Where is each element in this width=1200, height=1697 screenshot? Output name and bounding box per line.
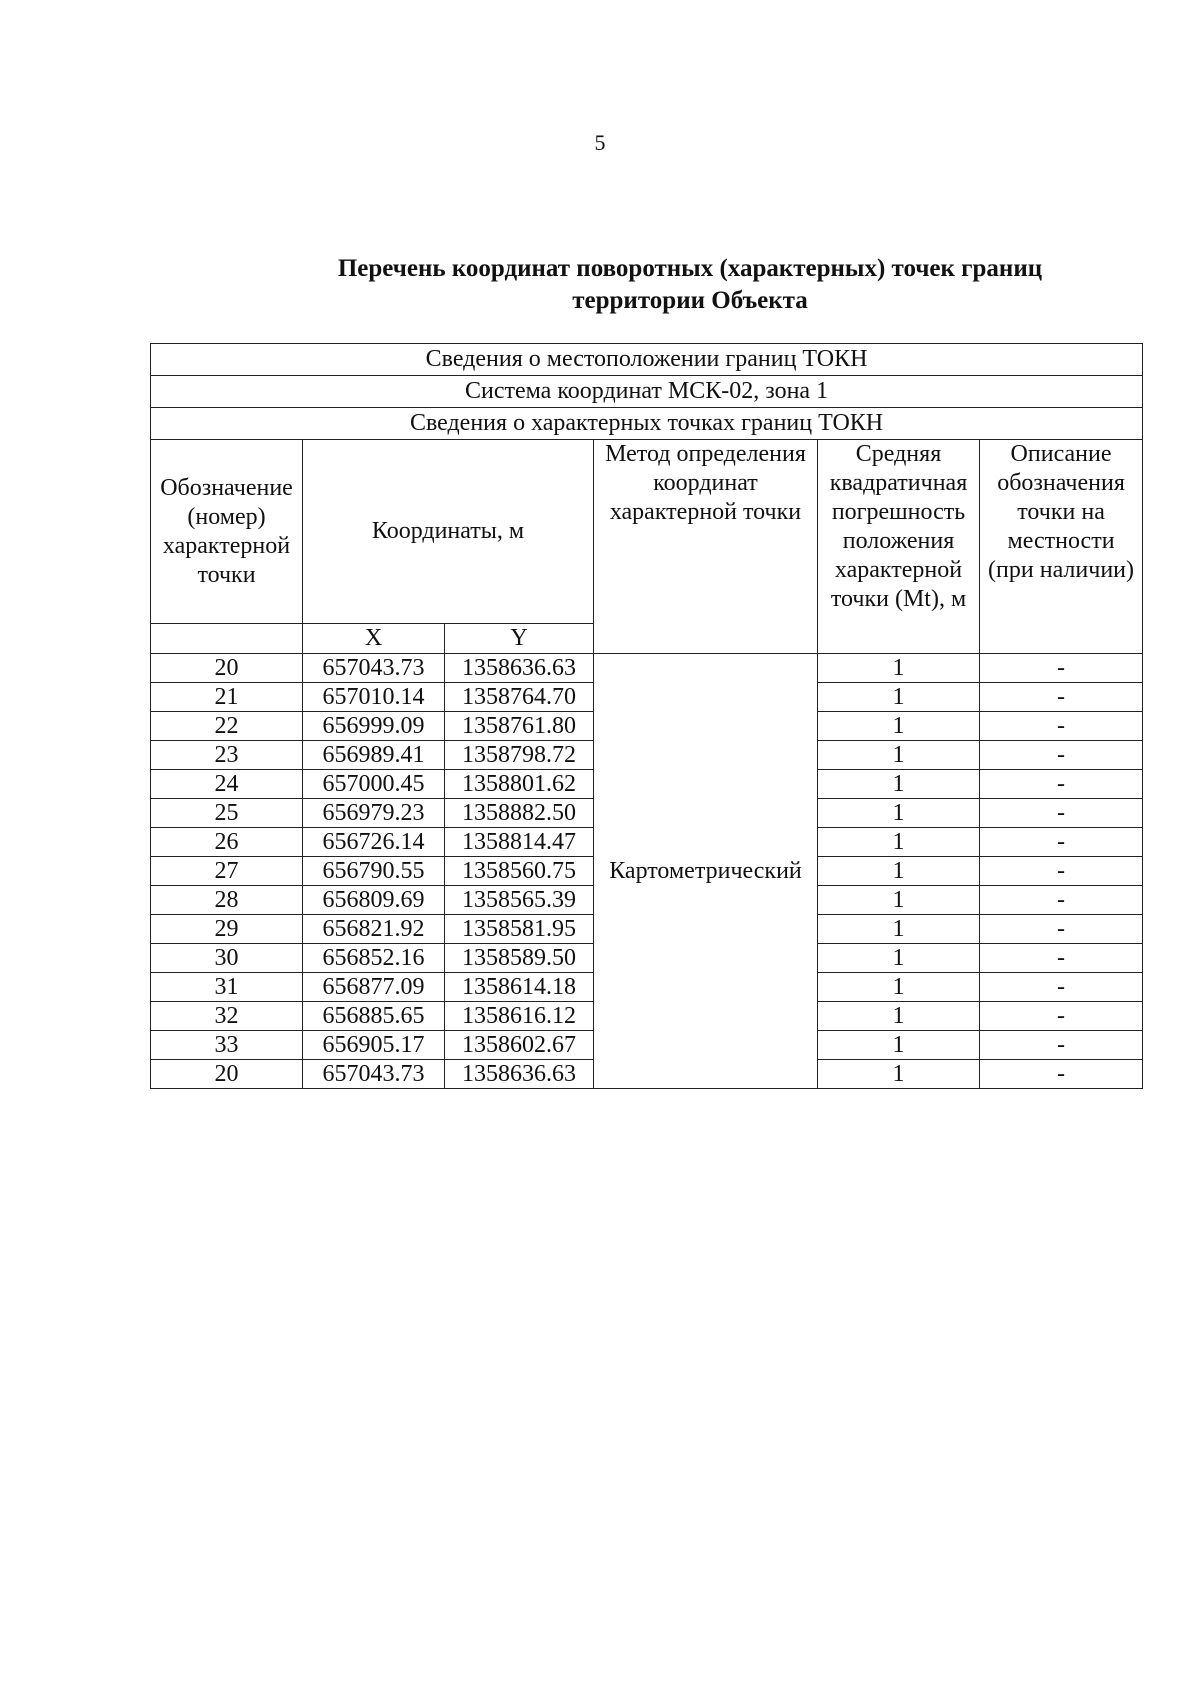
cell-y: 1358560.75 [445,857,594,886]
cell-point: 33 [151,1031,303,1060]
cell-y: 1358764.70 [445,683,594,712]
header-x: X [303,624,445,654]
cell-description: - [980,770,1143,799]
cell-error: 1 [818,973,980,1002]
cell-x: 656989.41 [303,741,445,770]
cell-point: 30 [151,944,303,973]
header-error: Средняя квадратичная погрешность положения характерной точки (Mt), м [818,440,980,654]
cell-error: 1 [818,1002,980,1031]
header-point-blank [151,624,303,654]
cell-y: 1358761.80 [445,712,594,741]
cell-x: 657043.73 [303,654,445,683]
table-band-coordinate-system: Система координат МСК-02, зона 1 [151,376,1143,408]
cell-error: 1 [818,857,980,886]
document-title-line-2: территории Объекта [572,287,808,314]
cell-error: 1 [818,1060,980,1089]
cell-error: 1 [818,683,980,712]
header-description: Описание обозначения точки на местности (при наличии) [980,440,1143,654]
cell-point: 20 [151,654,303,683]
cell-point: 21 [151,683,303,712]
cell-description: - [980,857,1143,886]
cell-y: 1358614.18 [445,973,594,1002]
cell-y: 1358616.12 [445,1002,594,1031]
cell-point: 26 [151,828,303,857]
header-coordinates: Координаты, м [303,440,594,624]
cell-description: - [980,1031,1143,1060]
cell-y: 1358589.50 [445,944,594,973]
cell-y: 1358565.39 [445,886,594,915]
cell-description: - [980,944,1143,973]
cell-description: - [980,973,1143,1002]
cell-description: - [980,741,1143,770]
cell-y: 1358636.63 [445,654,594,683]
document-title [240,253,1140,317]
cell-point: 20 [151,1060,303,1089]
cell-point: 32 [151,1002,303,1031]
cell-description: - [980,712,1143,741]
cell-point: 28 [151,886,303,915]
cell-y: 1358814.47 [445,828,594,857]
cell-x: 656790.55 [303,857,445,886]
cell-x: 656877.09 [303,973,445,1002]
cell-error: 1 [818,712,980,741]
cell-point: 24 [151,770,303,799]
header-method: Метод определения координат характерной точки [594,440,818,654]
cell-description: - [980,828,1143,857]
cell-x: 657043.73 [303,1060,445,1089]
cell-description: - [980,1002,1143,1031]
cell-error: 1 [818,886,980,915]
cell-x: 656821.92 [303,915,445,944]
cell-error: 1 [818,828,980,857]
table-row [151,654,1143,683]
cell-error: 1 [818,654,980,683]
cell-x: 656999.09 [303,712,445,741]
cell-x: 656885.65 [303,1002,445,1031]
cell-y: 1358636.63 [445,1060,594,1089]
cell-y: 1358801.62 [445,770,594,799]
cell-point: 31 [151,973,303,1002]
cell-error: 1 [818,799,980,828]
cell-y: 1358581.95 [445,915,594,944]
cell-description: - [980,886,1143,915]
cell-point: 25 [151,799,303,828]
cell-y: 1358882.50 [445,799,594,828]
cell-y: 1358798.72 [445,741,594,770]
cell-description: - [980,799,1143,828]
cell-description: - [980,1060,1143,1089]
cell-error: 1 [818,1031,980,1060]
cell-error: 1 [818,741,980,770]
cell-point: 27 [151,857,303,886]
header-point: Обозначение (номер) характерной точки [151,440,303,624]
table-band-points: Сведения о характерных точках границ ТОКН [151,408,1143,440]
cell-error: 1 [818,770,980,799]
table-band-location: Сведения о местоположении границ ТОКН [151,344,1143,376]
cell-x: 657010.14 [303,683,445,712]
cell-x: 657000.45 [303,770,445,799]
cell-x: 656809.69 [303,886,445,915]
cell-description: - [980,654,1143,683]
cell-point: 23 [151,741,303,770]
header-y: Y [445,624,594,654]
cell-x: 656852.16 [303,944,445,973]
cell-y: 1358602.67 [445,1031,594,1060]
page-number: 5 [594,130,606,155]
cell-point: 29 [151,915,303,944]
cell-method: Картометрический [594,654,818,1089]
cell-x: 656979.23 [303,799,445,828]
cell-description: - [980,915,1143,944]
cell-point: 22 [151,712,303,741]
cell-description: - [980,683,1143,712]
cell-x: 656726.14 [303,828,445,857]
document-title-line-1: Перечень координат поворотных (характерных) точек границ [337,255,1043,282]
cell-error: 1 [818,944,980,973]
cell-error: 1 [818,915,980,944]
cell-x: 656905.17 [303,1031,445,1060]
coordinates-table [150,343,1143,1089]
